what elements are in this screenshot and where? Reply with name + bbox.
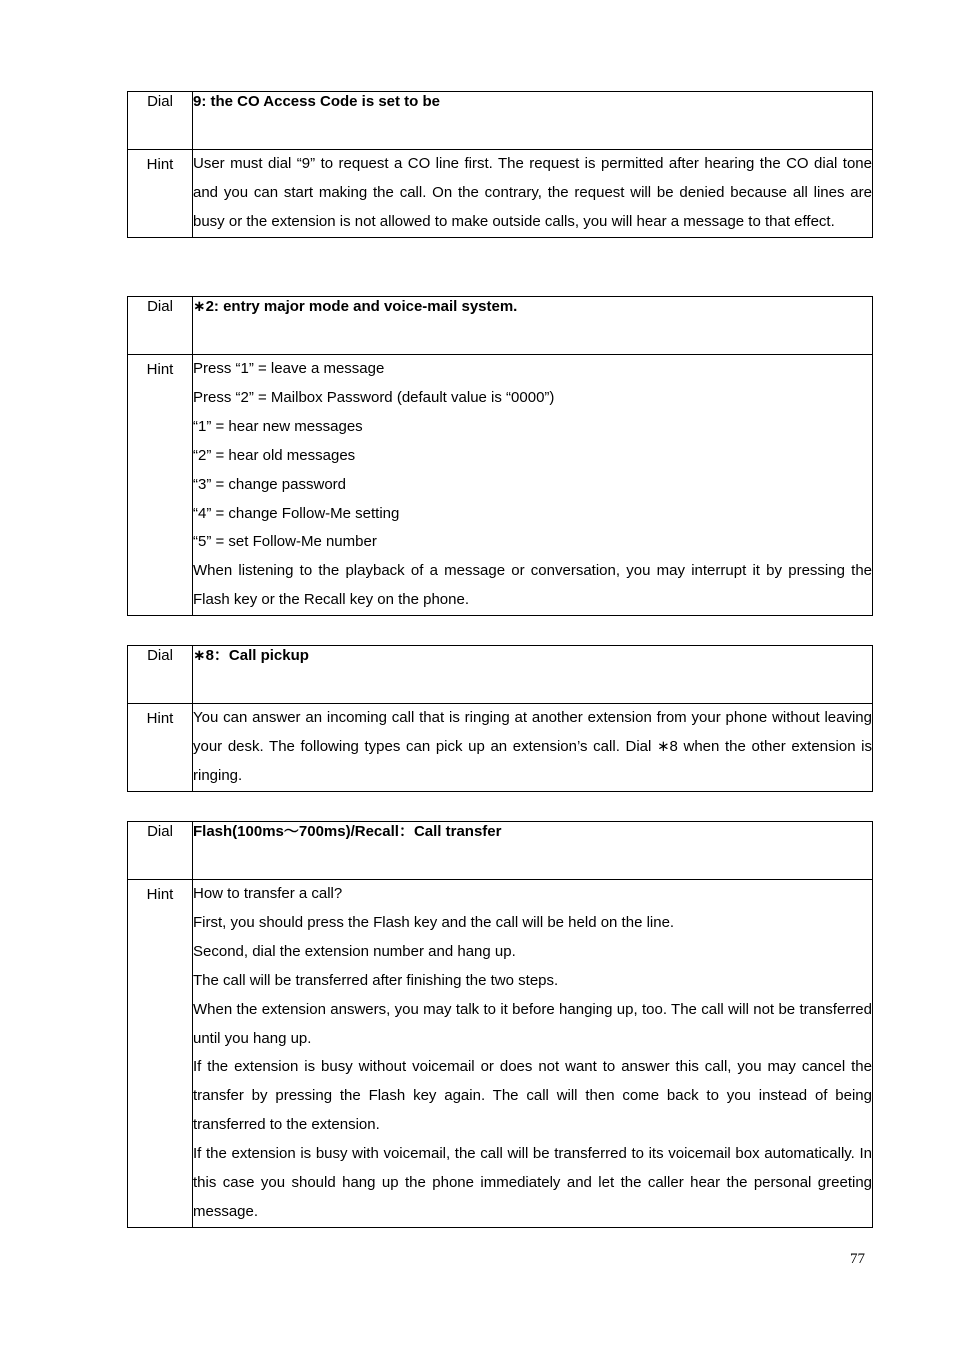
dial-label: Dial — [128, 92, 193, 150]
hint-label: Hint — [128, 355, 193, 616]
call-pickup-table — [127, 645, 873, 792]
dial-label: Dial — [128, 297, 193, 355]
hint-line: How to transfer a call? — [193, 885, 343, 902]
hint-label: Hint — [128, 704, 193, 792]
hint-text — [193, 150, 873, 238]
hint-line: If the extension is busy with voicemail, the call will be transferred to its voicemail box automatically. In this case you should hang up the phone immediately and let the caller hear the personal greeting message. — [193, 1145, 872, 1220]
hint-line: “5” = set Follow-Me number — [193, 533, 377, 551]
dial-label: Dial — [128, 646, 193, 704]
dial-code-value: Flash(100ms～700ms)/Recall：Call transfer — [193, 822, 873, 880]
hint-line: “2” = hear old messages — [193, 446, 356, 464]
hint-line: User must dial “9” to request a CO line first. The request is permitted after hearing the CO dial tone and you can start making the call. On the contrary, the request will be denied because all lines are busy or the extension is not allowed to make outside calls, you will hear a message to that effect. — [193, 155, 872, 230]
dial-code-value: ∗2: entry major mode and voice-mail system. — [193, 297, 873, 355]
co-access-code-table — [127, 91, 873, 238]
hint-line: When listening to the playback of a message or conversation, you may interrupt it by pressing the Flash key or the Recall key on the phone. — [193, 562, 872, 609]
hint-line: First, you should press the Flash key and the call will be held on the line. — [193, 913, 675, 931]
hint-line: “3” = change password — [193, 475, 347, 493]
hint-line: Second, dial the extension number and hang up. — [193, 942, 516, 960]
hint-label: Hint — [128, 880, 193, 1228]
call-transfer-table — [127, 821, 873, 1228]
hint-line: When the extension answers, you may talk to it before hanging up, too. The call will not be transferred until you hang up. — [193, 1000, 872, 1047]
dial-label: Dial — [128, 822, 193, 880]
hint-line: If the extension is busy without voicemail or does not want to answer this call, you may cancel the transfer by pressing the Flash key again. The call will then come back to you instead of being transferred to the extension. — [193, 1058, 872, 1134]
page-number: 77 — [850, 1251, 865, 1267]
dial-code-value: ∗8：Call pickup — [193, 646, 873, 704]
hint-line: Press “2” = Mailbox Password (default value is “0000”) — [193, 388, 555, 406]
hint-line: “1” = hear new messages — [193, 417, 363, 435]
hint-label: Hint — [128, 150, 193, 238]
hint-line: The call will be transferred after finishing the two steps. — [193, 971, 559, 989]
dial-code-value: 9: the CO Access Code is set to be — [193, 92, 873, 150]
hint-line: Press “1” = leave a message — [193, 360, 385, 377]
hint-text — [193, 704, 873, 792]
hint-line: “4” = change Follow-Me setting — [193, 504, 400, 522]
hint-line: You can answer an incoming call that is ringing at another extension from your phone without leaving your desk. The following types can pick up an extension’s call. Dial ∗8 when the other extension is ringing. — [193, 709, 872, 784]
hint-text — [193, 355, 873, 616]
voice-mail-table — [127, 296, 873, 616]
hint-text — [193, 880, 873, 1228]
